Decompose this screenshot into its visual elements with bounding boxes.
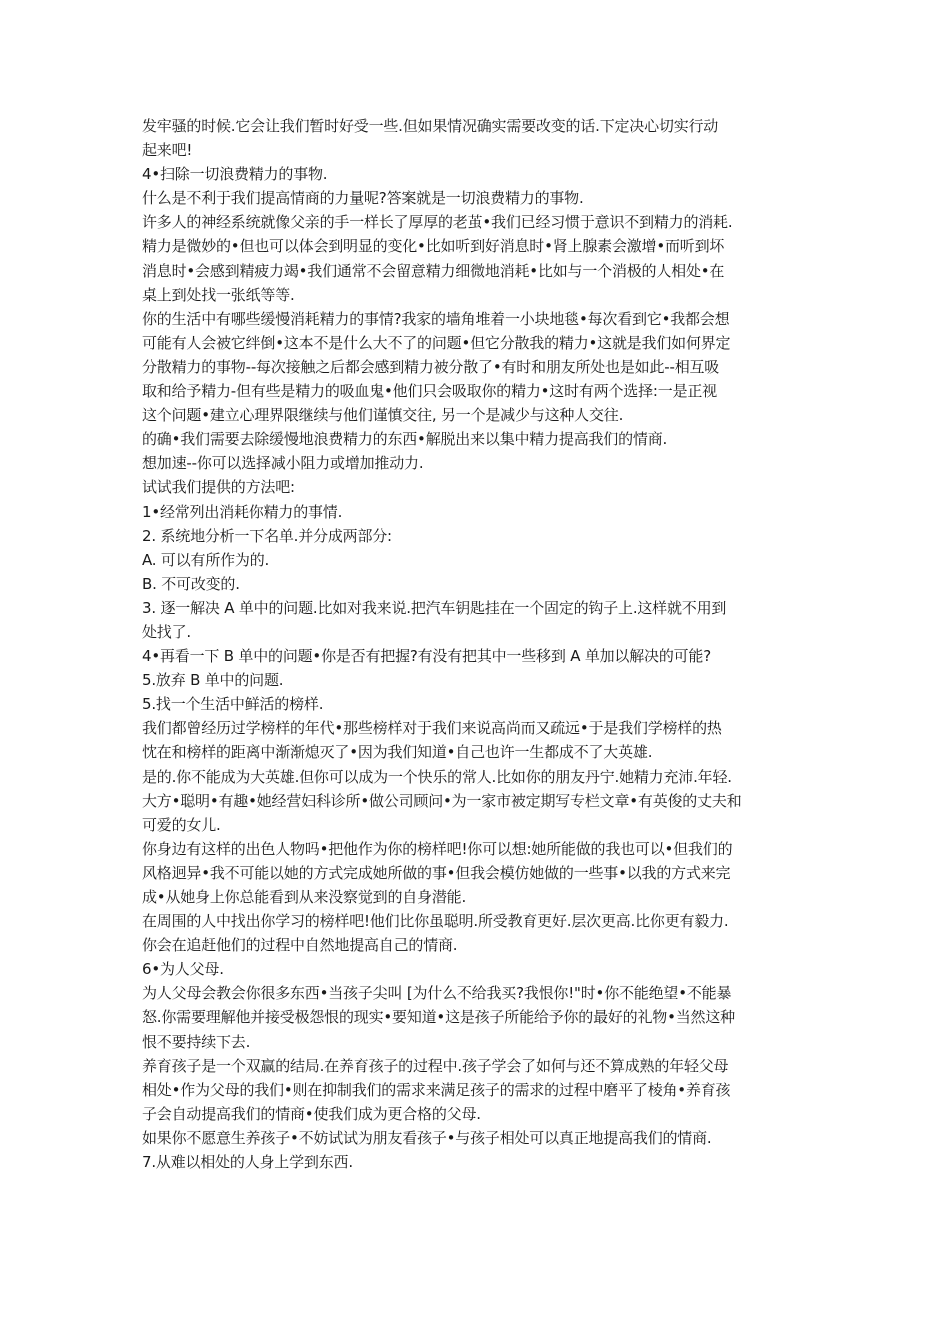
- text-line: A. 可以有所作为的.: [142, 550, 270, 569]
- text-line: 想加速--你可以选择减小阻力或增加推动力.: [142, 454, 424, 473]
- text-line: 为人父母会教会你很多东西•当孩子尖叫 [为什么不给我买?我恨你!"时•你不能绝望•不能暴: [142, 984, 732, 1003]
- text-line: 什么是不利于我们提高情商的力量呢?答案就是一切浪费精力的事物.: [142, 189, 584, 208]
- text-line: 3. 逐一解决 A 单中的问题.比如对我来说.把汽车钥匙挂在一个固定的钩子上.这样就不用到: [142, 598, 727, 617]
- text-line: 4•扫除一切浪费精力的事物.: [142, 165, 328, 184]
- text-line: 2. 系统地分析一下名单.并分成两部分:: [142, 526, 392, 545]
- text-line: 在周围的人中找出你学习的榜样吧!他们比你虽聪明.所受教育更好.层次更高.比你更有毅力.: [142, 912, 729, 931]
- text-line: 可爱的女儿.: [142, 815, 221, 834]
- text-line: 是的.你不能成为大英雄.但你可以成为一个快乐的常人.比如你的朋友丹宁.她精力充沛.年轻.: [142, 767, 732, 786]
- text-line: 消息时•会感到精疲力竭•我们通常不会留意精力细微地消耗•比如与一个消极的人相处•在: [142, 261, 725, 280]
- text-line: 风格迥异•我不可能以她的方式完成她所做的事•但我会模仿她做的一些事•以我的方式来完: [142, 863, 731, 882]
- text-line: 精力是微妙的•但也可以体会到明显的变化•比如听到好消息时•肾上腺素会激增•而听到坏: [142, 237, 725, 256]
- text-line: 5.找一个生活中鲜活的榜样.: [142, 695, 324, 714]
- text-line: 怒.你需要理解他并接受极怨恨的现实•要知道•这是孩子所能给予你的最好的礼物•当然这种: [142, 1008, 735, 1027]
- text-line: 6•为人父母.: [142, 960, 224, 979]
- text-line: 大方•聪明•有趣•她经营妇科诊所•做公司顾问•为一家市被定期写专栏文章•有英俊的丈夫和: [142, 791, 742, 810]
- text-line: 这个问题•建立心理界限继续与他们谨慎交往, 另一个是减少与这种人交往.: [142, 406, 624, 425]
- text-line: 忱在和榜样的距离中渐渐熄灭了•因为我们知道•自己也许一生都成不了大英雄.: [142, 743, 653, 762]
- text-line: 5.放弃 B 单中的问题.: [142, 671, 284, 690]
- text-line: B. 不可改变的.: [142, 574, 240, 593]
- text-line: 你会在追赶他们的过程中自然地提高自己的情商.: [142, 936, 458, 955]
- text-line: 成•从她身上你总能看到从来没察觉到的自身潜能.: [142, 888, 467, 906]
- text-line: 1•经常列出消耗你精力的事情.: [142, 502, 343, 521]
- text-line: 7.从难以相处的人身上学到东西.: [142, 1153, 353, 1172]
- text-line: 4•再看一下 B 单中的问题•你是否有把握?有没有把其中一些移到 A 单加以解决的可能?: [142, 647, 711, 666]
- text-line: 你身边有这样的出色人物吗•把他作为你的榜样吧!你可以想:她所能做的我也可以•但我们的: [142, 839, 733, 858]
- text-line: 如果你不愿意生养孩子•不妨试试为朋友看孩子•与孩子相处可以真正地提高我们的情商.: [142, 1128, 712, 1147]
- text-line: 发牢骚的时候.它会让我们暂时好受一些.但如果情况确实需要改变的话.下定决心切实行动: [142, 117, 719, 135]
- text-line: 分散精力的事物--每次接触之后都会感到精力被分散了•有时和朋友所处也是如此--相互吸: [142, 357, 720, 376]
- text-line: 的确•我们需要去除缓慢地浪费精力的东西•解脱出来以集中精力提高我们的情商.: [142, 430, 668, 449]
- text-line: 许多人的神经系统就像父亲的手一样长了厚厚的老茧•我们已经习惯于意识不到精力的消耗.: [142, 213, 733, 232]
- text-line: 取和给予精力-但有些是精力的吸血鬼•他们只会吸取你的精力•这时有两个选择:一是正视: [142, 382, 717, 401]
- text-line: 起来吧!: [142, 141, 193, 160]
- document-body: [142, 114, 818, 1174]
- text-line: 你的生活中有哪些缓慢消耗精力的事情?我家的墙角堆着一小块地毯•每次看到它•我都会想: [142, 309, 730, 328]
- text-line: 我们都曾经历过学榜样的年代•那些榜样对于我们来说高尚而又疏远•于是我们学榜样的热: [142, 719, 722, 738]
- text-line: 相处•作为父母的我们•则在抑制我们的需求来满足孩子的需求的过程中磨平了棱角•养育孩: [142, 1080, 731, 1099]
- text-line: 桌上到处找一张纸等等.: [142, 285, 295, 304]
- text-line: 试试我们提供的方法吧:: [142, 478, 295, 497]
- text-line: 养育孩子是一个双赢的结局.在养育孩子的过程中.孩子学会了如何与还不算成熟的年轻父母: [142, 1056, 729, 1075]
- text-line: 恨不要持续下去.: [142, 1032, 251, 1051]
- text-line: 子会自动提高我们的情商•使我们成为更合格的父母.: [142, 1104, 481, 1123]
- text-line: 处找了.: [142, 622, 191, 641]
- text-line: 可能有人会被它绊倒•这本不是什么大不了的问题•但它分散我的精力•这就是我们如何界定: [142, 333, 731, 352]
